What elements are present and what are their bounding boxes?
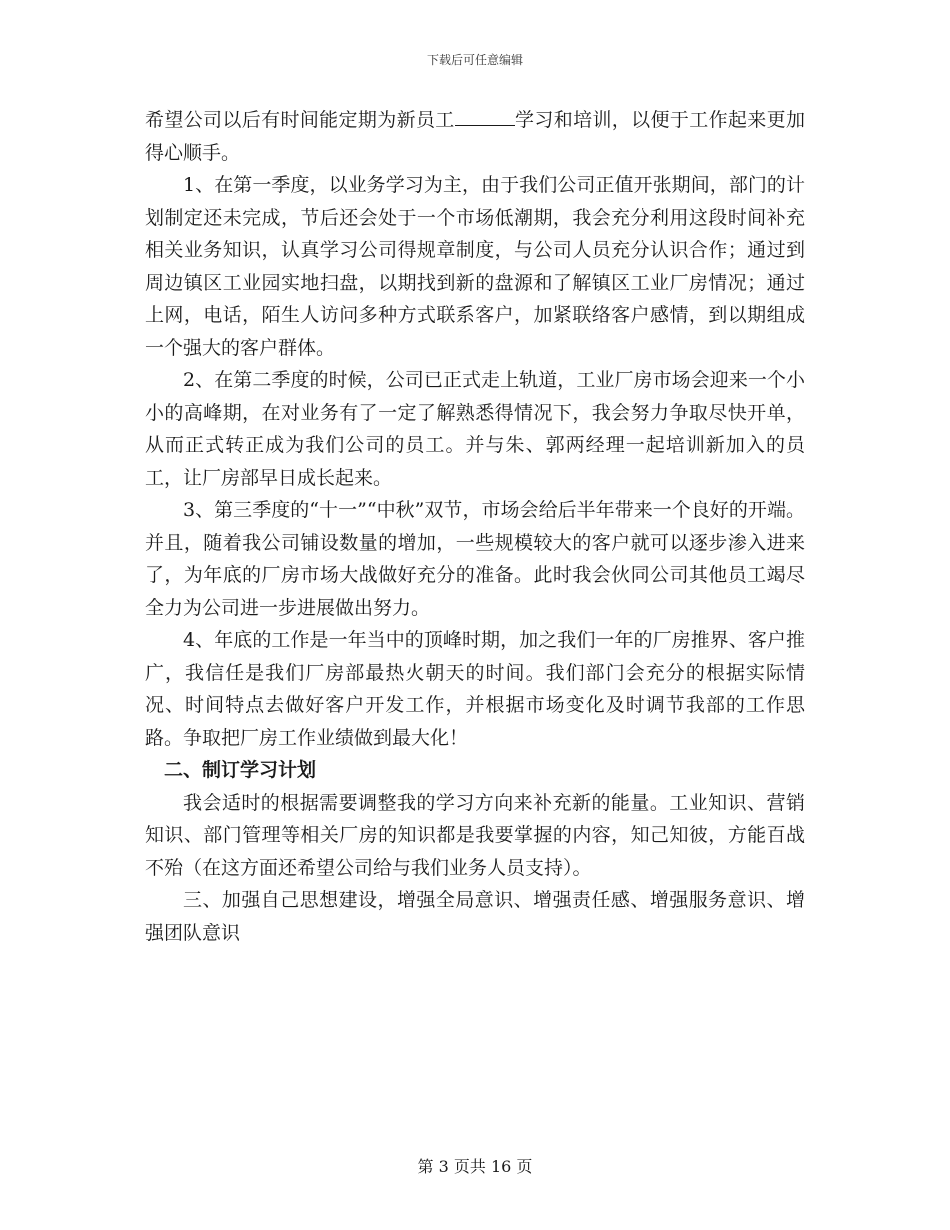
paragraph-continuation: [145, 104, 805, 169]
paragraph-q4: 4、年底的工作是一年当中的顶峰时期，加之我们一年的厂房推界、客户推广，我信任是我们厂房部最热火朝天的时间。我们部门会充分的根据实际情况、时间特点去做好客户开发工作，并根据市场变化及时调节我部的工作思路。争取把厂房工作业绩做到最大化！: [145, 629, 805, 749]
document-body: [145, 104, 805, 949]
paragraph-q2: 2、在第二季度的时候，公司已正式走上轨道，工业厂房市场会迎来一个小小的高峰期，在对业务有了一定了解熟悉得情况下，我会努力争取尽快开单，从而正式转正成为我们公司的员工。并与朱、郭两经理一起培训新加入的员工，让厂房部早日成长起来。: [145, 369, 805, 489]
fill-in-blank: [455, 107, 515, 126]
paragraph-section-three: 三、加强自己思想建设，增强全局意识、增强责任感、增强服务意识、增强团队意识: [145, 889, 805, 944]
section-heading: 二、制订学习计划: [164, 759, 317, 781]
paragraph-study-plan: 我会适时的根据需要调整我的学习方向来补充新的能量。工业知识、营销知识、部门管理等相关厂房的知识都是我要掌握的内容，知己知彼，方能百战不殆（在这方面还希望公司给与我们业务人员支持）。: [145, 791, 805, 879]
paragraph-text: 学习和培训，以便于工作起来更加得心顺手。: [145, 109, 805, 164]
paragraph-q1: 1、在第一季度，以业务学习为主，由于我们公司正值开张期间，部门的计划制定还未完成，节后还会处于一个市场低潮期，我会充分利用这段时间补充相关业务知识，认真学习公司得规章制度，与公司人员充分认识合作；通过到周边镇区工业园实地扫盘，以期找到新的盘源和了解镇区工业厂房情况；通过上网，电话，陌生人访问多种方式联系客户，加紧联络客户感情，到以期组成一个强大的客户群体。: [145, 174, 805, 359]
page-header: 下载后可任意编辑: [426, 53, 523, 67]
paragraph-text: 希望公司以后有时间能定期为新员工: [145, 109, 455, 131]
paragraph-q3: 3、第三季度的“十一”“中秋”双节，市场会给后半年带来一个良好的开端。并且，随着我公司铺设数量的增加，一些规模较大的客户就可以逐步渗入进来了，为年底的厂房市场大战做好充分的准备。此时我会伙同公司其他员工竭尽全力为公司进一步进展做出努力。: [145, 499, 805, 619]
page-number: 第 3 页共 16 页: [417, 1157, 533, 1176]
